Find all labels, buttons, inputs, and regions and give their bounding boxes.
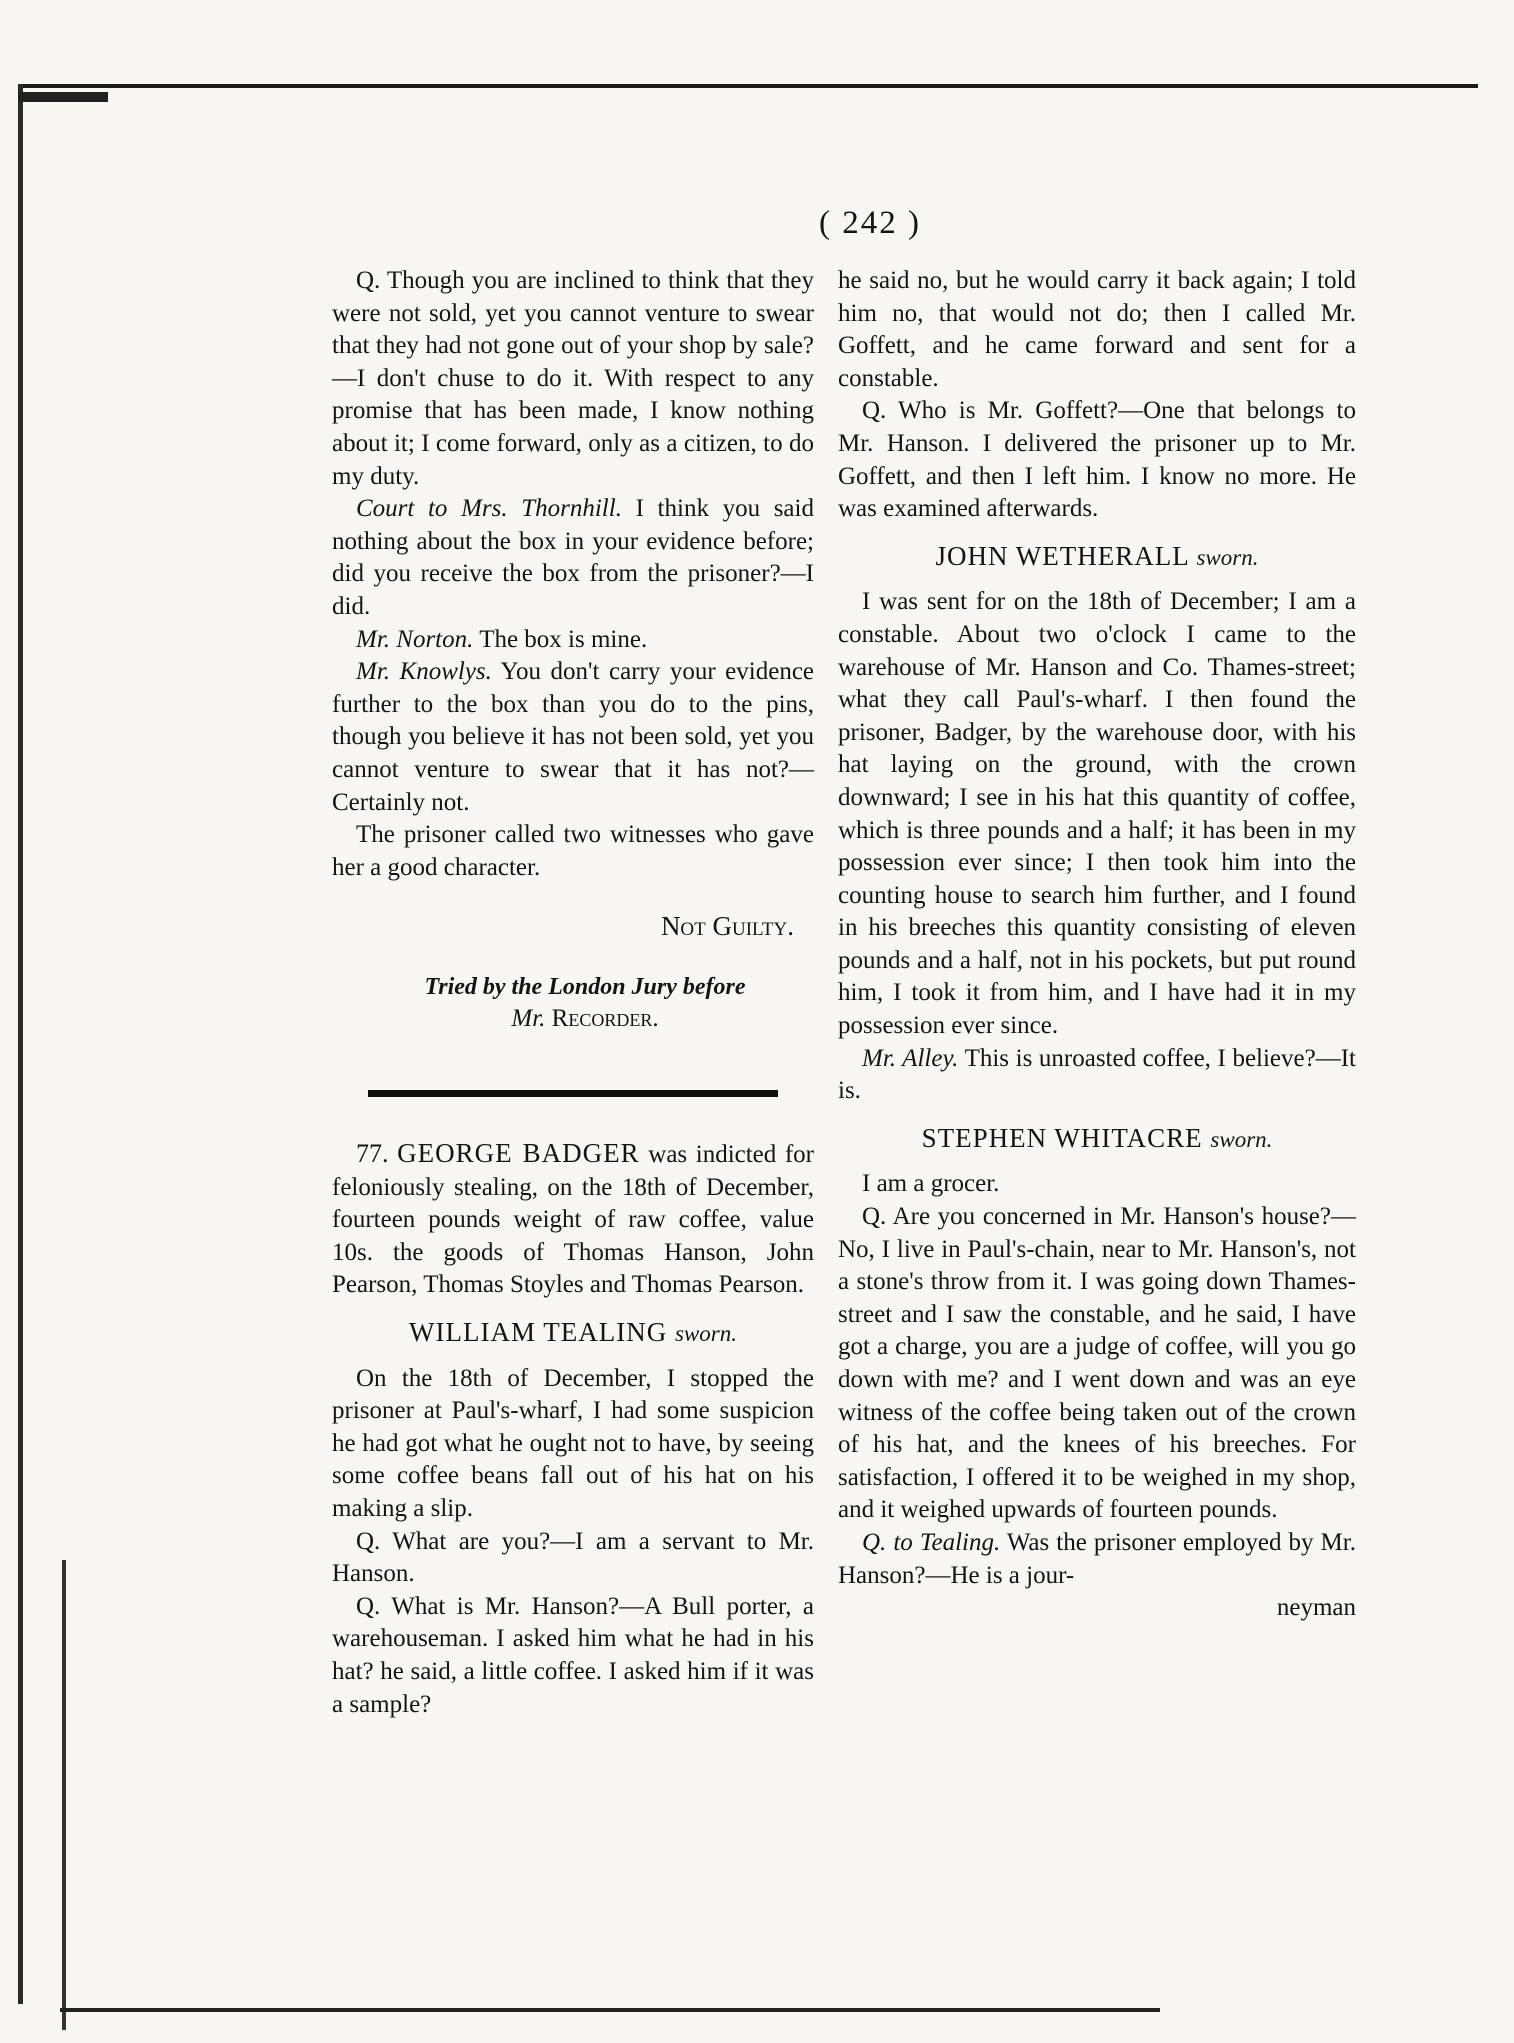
tried-before: Tried by the London Jury before	[424, 973, 746, 1000]
paragraph: Q. Are you concerned in Mr. Hanson's house?—No, I live in Paul's-chain, near to Mr. Hanson's, not a stone's throw from it. I was going down Thames-street and I saw the constable, and he said, I have got a charge, you are a judge of coffee, will you go down with me? and I went down and was an eye witness of the coffee being taken out of the crown of his hat, and the knees of his breeches. For satisfaction, I offered it to be weighed in my shop, and it weighed upwards of fourteen pounds.	[838, 1203, 1356, 1524]
scan-artifact	[18, 92, 108, 102]
paragraph: Q. What is Mr. Hanson?—A Bull porter, a warehouseman. I asked him what he had in his hat? he said, a little coffee. I asked him if it was a sample?	[332, 1592, 814, 1718]
scan-border-bottom	[60, 2008, 1160, 2012]
right-column	[838, 265, 1356, 1625]
paragraph: Q. Though you are inclined to think that they were not sold, yet you cannot venture to swear that they had not gone out of your shop by sale?—I don't chuse to do it. With respect to any promise that has been made, I know nothing about it; I come forward, only as a citizen, to do my duty.	[332, 267, 814, 490]
paragraph	[332, 656, 814, 819]
paragraph	[838, 1043, 1356, 1108]
verdict: Not Guilty.	[660, 911, 794, 942]
defendant-name: GEORGE BADGER	[397, 1138, 640, 1169]
paragraph	[332, 624, 814, 657]
paragraph: I am a grocer.	[862, 1170, 1000, 1198]
recorder-name: Recorder.	[551, 1005, 659, 1033]
left-column	[332, 265, 814, 1721]
page-number: ( 242 )	[819, 205, 921, 241]
witness-heading	[838, 540, 1356, 575]
witness-name: STEPHEN WHITACRE	[921, 1122, 1203, 1153]
sworn-label: sworn.	[1196, 544, 1259, 570]
sworn-label: sworn.	[1210, 1126, 1273, 1152]
paragraph: Q. What are you?—I am a servant to Mr. Hanson.	[332, 1527, 814, 1588]
speech: The box is mine.	[473, 625, 648, 653]
catchword: neyman	[1276, 1594, 1356, 1622]
speaker: Mr. Knowlys.	[356, 658, 492, 686]
case-paragraph	[332, 1137, 814, 1302]
witness-name: WILLIAM TEALING	[409, 1317, 668, 1348]
recorder	[332, 1003, 814, 1036]
sworn-label: sworn.	[674, 1321, 737, 1347]
speaker: Court to Mrs. Thornhill.	[356, 495, 622, 523]
paragraph: Q. Who is Mr. Goffett?—One that belongs to Mr. Hanson. I delivered the prisoner up to Mr. Goffett, and then I left him. I know no more. He was examined afterwards.	[838, 397, 1356, 523]
speech: This is unroasted coffee, I believe?—It is.	[838, 1044, 1356, 1105]
recorder-title: Mr.	[511, 1005, 546, 1033]
speech: Was the prisoner employed by Mr. Hanson?—He is a jour-	[838, 1528, 1356, 1589]
paragraph: I was sent for on the 18th of December; I am a constable. About two o'clock I came to the warehouse of Mr. Hanson and Co. Thames-street; what they call Paul's-wharf. I then found the prisoner, Badger, by the warehouse door, with his hat laying on the ground, with the crown downward; I see in his hat this quantity of coffee, which is three pounds and a half; it has been in my possession ever since; I then took him into the counting house to search him further, and I found in his breeches this quantity consisting of eleven pounds and a half, not in his pockets, but put round him, I took it from him, and I have had it in my possession ever since.	[838, 588, 1356, 1040]
indictment-text: was indicted for feloniously stealing, on the 18th of December, fourteen pounds weight of raw coffee, value 10s. the goods of Thomas Hanson, John Pearson, Thomas Stoyles and Thomas Pearson.	[332, 1141, 815, 1299]
paragraph: The prisoner called two witnesses who gave her a good character.	[332, 821, 814, 881]
scan-border-top	[18, 84, 1478, 88]
speech: You don't carry your evidence further to the box than you do to the pins, though you believe it has not been sold, yet you cannot venture to swear that it has not?—Certainly not.	[332, 658, 815, 816]
case-number: 77.	[356, 1139, 389, 1169]
witness-heading	[332, 1316, 814, 1351]
scan-border-left-inner	[62, 1560, 66, 2030]
paragraph: he said no, but he would carry it back again; I told him no, that would not do; then I called Mr. Goffett, and he came forward and sent for a constable.	[838, 267, 1356, 392]
witness-name: JOHN WETHERALL	[935, 540, 1189, 571]
speech: I think you said nothing about the box in your evidence before; did you receive the box from the prisoner?—I did.	[332, 495, 814, 620]
speaker: Mr. Alley.	[862, 1044, 959, 1072]
paragraph: On the 18th of December, I stopped the prisoner at Paul's-wharf, I had some suspicion he had got what he ought not to have, by seeing some coffee beans fall out of his hat on his making a slip.	[332, 1364, 814, 1522]
speaker: Q. to Tealing.	[862, 1528, 1001, 1556]
speaker: Mr. Norton.	[356, 625, 474, 653]
paragraph	[332, 493, 814, 623]
witness-heading	[838, 1122, 1356, 1157]
section-rule	[368, 1090, 778, 1097]
scan-border-left	[18, 84, 23, 2004]
paragraph	[838, 1527, 1356, 1592]
